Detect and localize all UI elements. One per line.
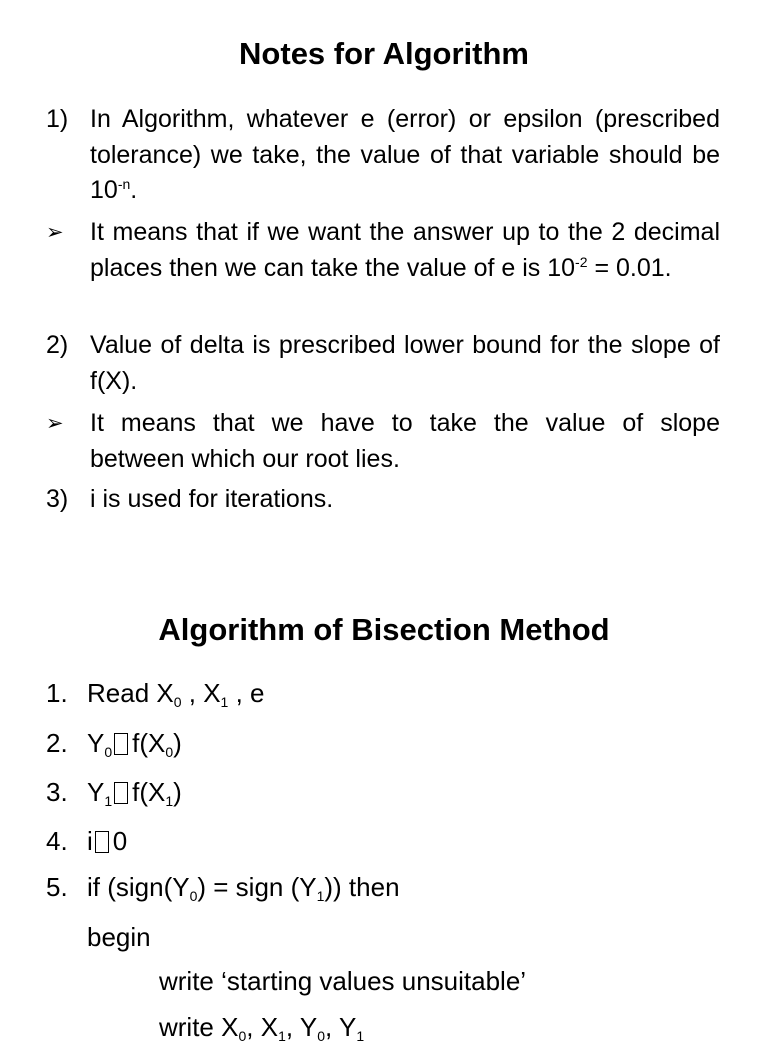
- algorithm-step-1: 1. Read $X_0$ , $X_1$ , e: [46, 678, 265, 710]
- note-arrow-2-text: It means that we have to take the value of slope between which our root lies.: [90, 409, 720, 473]
- note-3-text: i is used for iterations.: [90, 485, 334, 513]
- arrow-bullet-icon: ➢: [46, 221, 64, 244]
- note-1-marker: 1): [46, 105, 69, 133]
- arrow-bullet-icon: ➢: [46, 412, 64, 435]
- note-2-text: Value of delta is prescribed lower bound for the slope of f(X).: [90, 331, 720, 395]
- step-number: 4.: [46, 826, 68, 856]
- algorithm-step-3: 3. $Y_1$ $f(X_1)$: [46, 777, 182, 809]
- algorithm-step-4: 4. i 0: [46, 826, 128, 856]
- begin-keyword: begin: [87, 922, 151, 952]
- missing-glyph-icon: [114, 782, 128, 804]
- note-1: [46, 102, 720, 209]
- note-arrow-1: [46, 215, 720, 286]
- step-number: 3.: [46, 777, 68, 807]
- note-3-marker: 3): [46, 485, 69, 513]
- missing-glyph-icon: [95, 831, 109, 853]
- note-2: [46, 328, 720, 399]
- algorithm-title: Algorithm of Bisection Method: [158, 612, 610, 647]
- step-number: 5.: [46, 872, 68, 902]
- algorithm-step-2: 2. $Y_0$ $f(X_0)$: [46, 728, 182, 760]
- note-2-marker: 2): [46, 331, 69, 359]
- algorithm-step-5: 5. if ($sign(Y_0)$ = sign $(Y_1)$) then: [46, 872, 400, 904]
- write-values-line: write $X_0$, $X_1$, $Y_0$, $Y_1$: [159, 1012, 365, 1044]
- note-arrow-1-text: It means that if we want the answer up to the 2 decimal places then we can take the value of e is $10^{-2} = 0.01$.: [90, 218, 720, 282]
- note-3: [46, 482, 720, 518]
- missing-glyph-icon: [114, 733, 128, 755]
- step-number: 2.: [46, 728, 68, 758]
- note-arrow-2: [46, 406, 720, 477]
- write-unsuitable-line: write ‘starting values unsuitable’: [159, 966, 527, 996]
- step-number: 1.: [46, 678, 68, 708]
- notes-title: Notes for Algorithm: [239, 36, 529, 71]
- note-1-text: In Algorithm, whatever e (error) or epsilon (prescribed tolerance) we take, the value of that variable should be $10^{-n}$.: [90, 105, 720, 204]
